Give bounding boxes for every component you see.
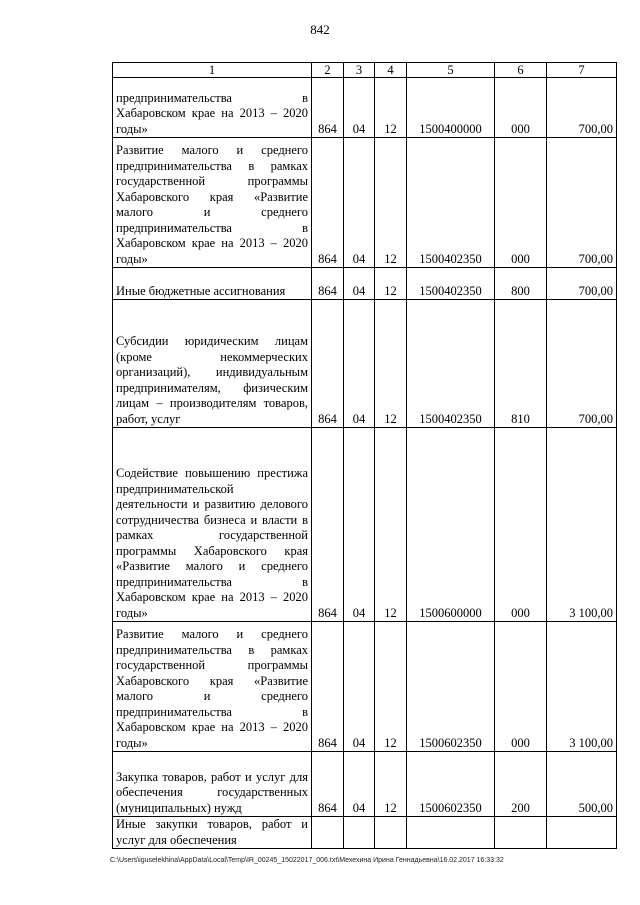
cell-col5: 1500600000 <box>407 428 495 622</box>
cell-col6 <box>495 817 547 849</box>
cell-col2 <box>312 817 344 849</box>
table-row <box>113 428 617 622</box>
cell-col2: 864 <box>312 78 344 138</box>
cell-col6: 800 <box>495 268 547 300</box>
row-description: Развитие малого и среднего предпринимательства в рамках государственной программы Хабаровского края «Развитие малого и среднего предпринимательства в Хабаровском крае на 2013 – 2020 годы» <box>113 622 312 752</box>
cell-amount: 3 100,00 <box>547 622 617 752</box>
cell-col5 <box>407 817 495 849</box>
cell-col6: 000 <box>495 622 547 752</box>
col-header-6: 6 <box>495 63 547 78</box>
cell-col5: 1500402350 <box>407 138 495 268</box>
cell-col5: 1500602350 <box>407 622 495 752</box>
cell-col4 <box>375 817 407 849</box>
table-row <box>113 622 617 752</box>
page-number: 842 <box>310 22 330 37</box>
cell-col6: 200 <box>495 752 547 817</box>
cell-col3: 04 <box>344 622 375 752</box>
table-row <box>113 268 617 300</box>
file-path-footer: C:\Users\iguselekhina\AppData\Local\Temp\IR_00245_15022017_006.txt\Мехехина Ирина Геннадьевна\16.02.2017 16:33:32 <box>110 857 504 864</box>
table-row <box>113 817 617 849</box>
cell-col6: 000 <box>495 138 547 268</box>
col-header-2: 2 <box>312 63 344 78</box>
cell-col3: 04 <box>344 428 375 622</box>
cell-col3: 04 <box>344 78 375 138</box>
table-row <box>113 300 617 428</box>
budget-table <box>112 62 617 849</box>
cell-col4: 12 <box>375 138 407 268</box>
row-description: предпринимательства в Хабаровском крае на 2013 – 2020 годы» <box>113 78 312 138</box>
cell-col6: 000 <box>495 78 547 138</box>
cell-col3: 04 <box>344 300 375 428</box>
cell-col4: 12 <box>375 752 407 817</box>
cell-amount: 700,00 <box>547 300 617 428</box>
col-header-5: 5 <box>407 63 495 78</box>
cell-col4: 12 <box>375 428 407 622</box>
cell-col2: 864 <box>312 268 344 300</box>
cell-col2: 864 <box>312 300 344 428</box>
cell-col2: 864 <box>312 138 344 268</box>
cell-amount: 3 100,00 <box>547 428 617 622</box>
cell-col5: 1500402350 <box>407 268 495 300</box>
cell-col5: 1500400000 <box>407 78 495 138</box>
cell-amount: 700,00 <box>547 78 617 138</box>
cell-col4: 12 <box>375 268 407 300</box>
cell-col3 <box>344 817 375 849</box>
row-description: Развитие малого и среднего предпринимательства в рамках государственной программы Хабаровского края «Развитие малого и среднего предпринимательства в Хабаровском крае на 2013 – 2020 годы» <box>113 138 312 268</box>
table-row <box>113 138 617 268</box>
row-description: Субсидии юридическим лицам (кроме некоммерческих организаций), индивидуальным предпринимателям, физическим лицам – производителям товаров, работ, услуг <box>113 300 312 428</box>
col-header-4: 4 <box>375 63 407 78</box>
cell-col3: 04 <box>344 268 375 300</box>
row-description: Иные закупки товаров, работ и услуг для обеспечения <box>113 817 312 849</box>
cell-col3: 04 <box>344 138 375 268</box>
row-description: Иные бюджетные ассигнования <box>113 268 312 300</box>
cell-col2: 864 <box>312 622 344 752</box>
cell-col3: 04 <box>344 752 375 817</box>
col-header-3: 3 <box>344 63 375 78</box>
cell-col6: 810 <box>495 300 547 428</box>
cell-col5: 1500602350 <box>407 752 495 817</box>
cell-amount: 700,00 <box>547 268 617 300</box>
cell-col2: 864 <box>312 428 344 622</box>
cell-col5: 1500402350 <box>407 300 495 428</box>
cell-col2: 864 <box>312 752 344 817</box>
col-header-1: 1 <box>113 63 312 78</box>
cell-amount: 700,00 <box>547 138 617 268</box>
cell-col4: 12 <box>375 78 407 138</box>
cell-amount: 500,00 <box>547 752 617 817</box>
cell-amount <box>547 817 617 849</box>
cell-col6: 000 <box>495 428 547 622</box>
row-description: Содействие повышению престижа предпринимательской деятельности и развитию делового сотрудничества бизнеса и власти в рамках государственной программы Хабаровского края «Развитие малого и среднего предпринимательства в Хабаровском крае на 2013 – 2020 годы» <box>113 428 312 622</box>
row-description: Закупка товаров, работ и услуг для обеспечения государственных (муниципальных) нужд <box>113 752 312 817</box>
table-row <box>113 78 617 138</box>
table-header-row <box>113 63 617 78</box>
cell-col4: 12 <box>375 300 407 428</box>
cell-col4: 12 <box>375 622 407 752</box>
col-header-7: 7 <box>547 63 617 78</box>
table-row <box>113 752 617 817</box>
